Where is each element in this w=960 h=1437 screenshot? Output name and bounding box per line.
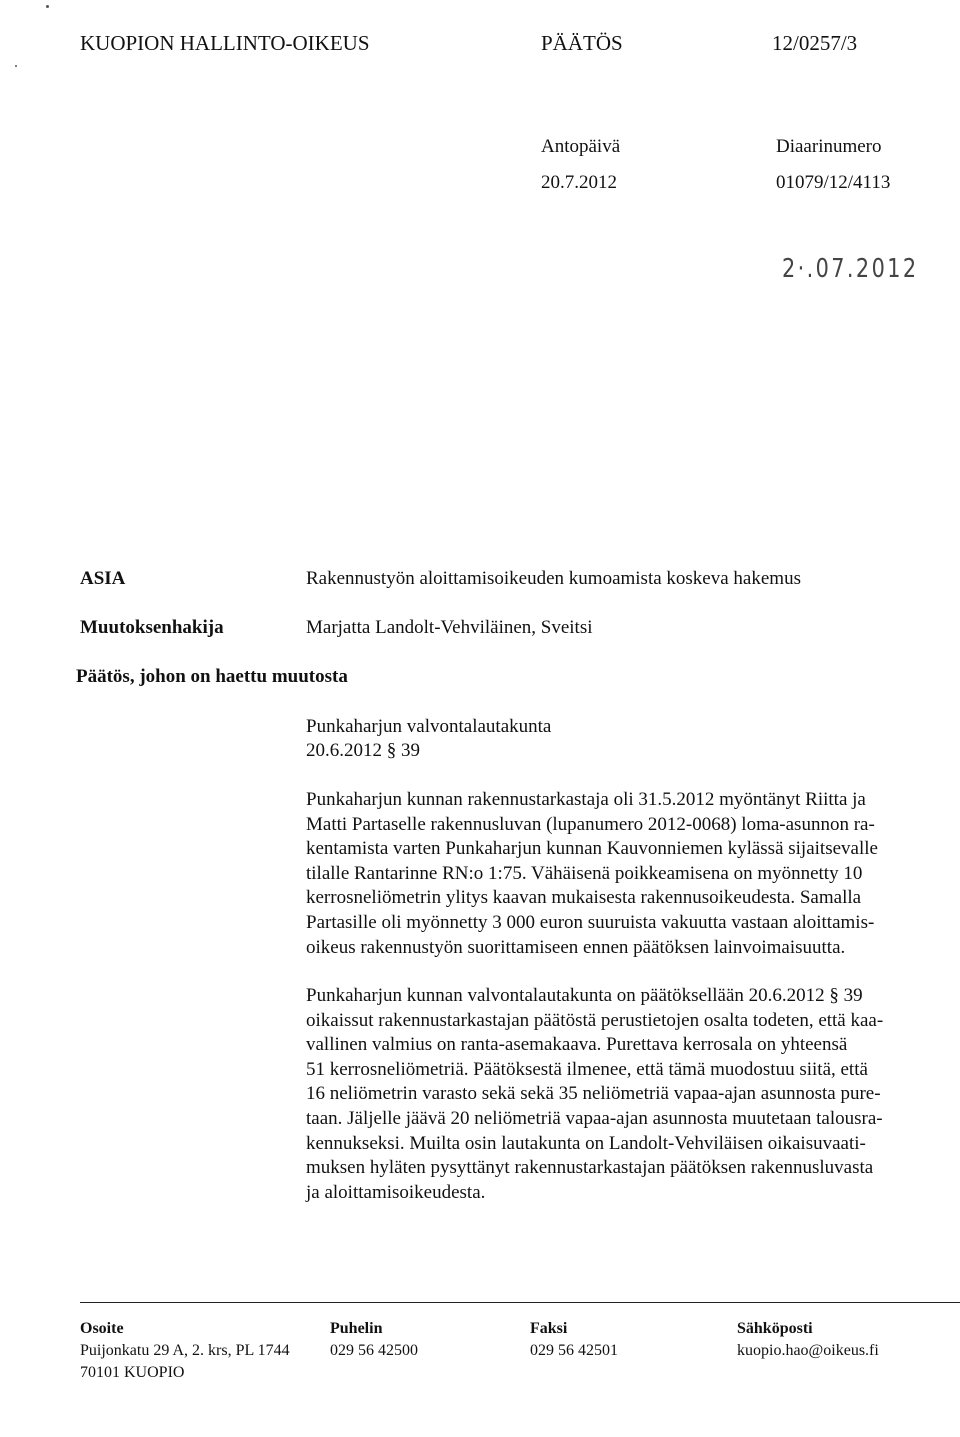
phone-label: Puhelin <box>330 1320 383 1337</box>
paragraph-line: 16 neliömetrin varasto sekä sekä 35 neliömetriä vapaa-ajan asunnosta pure- <box>306 1083 881 1105</box>
date-label: Antopäivä <box>541 136 621 157</box>
scan-speck <box>15 65 17 67</box>
diary-value: 01079/12/4113 <box>776 172 891 193</box>
asia-value: Rakennustyön aloittamisoikeuden kumoamista koskeva hakemus <box>306 568 801 589</box>
appellant-label: Muutoksenhakija <box>80 617 224 638</box>
paragraph-line: kennukseksi. Muilta osin lautakunta on Landolt-Vehviläisen oikaisuvaati- <box>306 1132 866 1154</box>
paragraph-line: Matti Partaselle rakennusluvan (lupanumero 2012-0068) loma-asunnon ra- <box>306 813 875 835</box>
court-name: KUOPION HALLINTO-OIKEUS <box>80 31 370 55</box>
phone-value: 029 56 42500 <box>330 1342 418 1359</box>
paragraph-line: Punkaharjun kunnan valvontalautakunta on päätöksellään 20.6.2012 § 39 <box>306 985 863 1006</box>
paragraph-line: Punkaharjun kunnan rakennustarkastaja oli 31.5.2012 myöntänyt Riitta ja <box>306 789 866 810</box>
diary-label: Diaarinumero <box>776 136 882 157</box>
received-date-stamp: 2·.07.2012 <box>782 254 919 284</box>
paragraph-line: ja aloittamisoikeudesta. <box>306 1181 486 1203</box>
footer-divider <box>80 1302 960 1303</box>
fax-label: Faksi <box>530 1320 568 1337</box>
email-value: kuopio.hao@oikeus.fi <box>737 1342 879 1359</box>
paragraph-line: oikaissut rakennustarkastajan päätöstä perustietojen osalta todeten, että kaa- <box>306 1009 884 1031</box>
paragraph-line: kerrosneliömetrin ylitys kaavan mukaisesta rakennusoikeudesta. Samalla <box>306 887 862 909</box>
paragraph-line: vallinen valmius on ranta-asemakaava. Purettava kerrosala on yhteensä <box>306 1034 848 1056</box>
address-label: Osoite <box>80 1320 124 1337</box>
paragraph-1 <box>306 788 952 960</box>
reference-number: 12/0257/3 <box>772 31 858 55</box>
decision-body: Punkaharjun valvontalautakunta <box>306 716 552 737</box>
scan-speck <box>46 5 49 8</box>
paragraph-line: 51 kerrosneliömetriä. Päätöksestä ilmenee, että tämä muodostuu siitä, että <box>306 1058 868 1080</box>
paragraph-2 <box>306 984 952 1205</box>
paragraph-line: Partasille oli myönnetty 3 000 euron suuruista vakuutta vastaan aloittamis- <box>306 911 875 933</box>
appealed-decision-label: Päätös, johon on haettu muutosta <box>76 666 348 687</box>
paragraph-line: taan. Jäljelle jäävä 20 neliömetriä vapaa-ajan asunnosta muutetaan talousra- <box>306 1107 883 1129</box>
paragraph-line: kentamista varten Punkaharjun kunnan Kauvonniemen kylässä sijaitsevalle <box>306 838 878 860</box>
appellant-value: Marjatta Landolt-Vehviläinen, Sveitsi <box>306 617 593 638</box>
address-line-1: Puijonkatu 29 A, 2. krs, PL 1744 <box>80 1342 290 1359</box>
document-type: PÄÄTÖS <box>541 31 623 55</box>
email-label: Sähköposti <box>737 1320 813 1337</box>
date-value: 20.7.2012 <box>541 172 617 193</box>
paragraph-line: muksen hyläten pysyttänyt rakennustarkastajan päätöksen rakennusluvasta <box>306 1157 874 1179</box>
fax-value: 029 56 42501 <box>530 1342 618 1359</box>
paragraph-line: tilalle Rantarinne RN:o 1:75. Vähäisenä poikkeamisena on myönnetty 10 <box>306 862 863 884</box>
address-line-2: 70101 KUOPIO <box>80 1364 185 1381</box>
asia-label: ASIA <box>80 568 126 589</box>
decision-reference: 20.6.2012 § 39 <box>306 740 420 761</box>
paragraph-line: oikeus rakennustyön suorittamiseen ennen päätöksen lainvoimaisuutta. <box>306 936 846 958</box>
